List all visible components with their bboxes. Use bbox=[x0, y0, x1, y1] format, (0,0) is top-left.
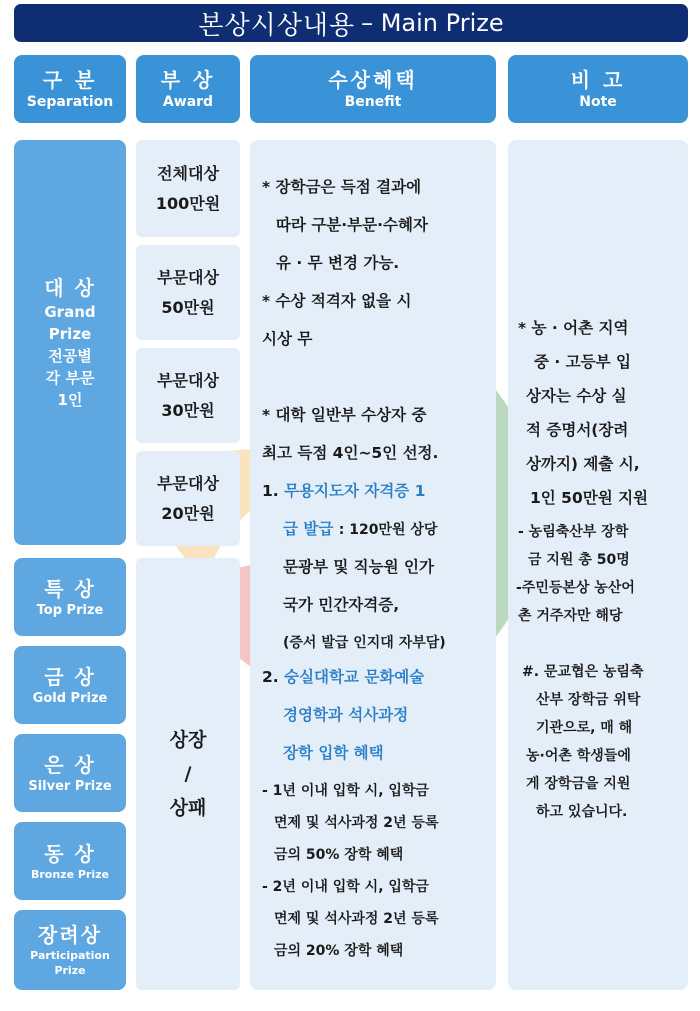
note-line: 상자는 수상 실 bbox=[526, 387, 627, 405]
benefit-line: 유 · 무 변경 가능. bbox=[276, 254, 400, 272]
benefit-highlight: 장학 입학 혜택 bbox=[283, 744, 384, 762]
note-line: 상까지) 제출 시, bbox=[526, 455, 640, 473]
note-line: -주민등본상 농산어 bbox=[516, 580, 635, 596]
benefit-item-2 bbox=[262, 662, 424, 692]
note-line: 촌 거주자만 해당 bbox=[518, 608, 623, 624]
category-participation-prize bbox=[14, 910, 126, 990]
benefit-item-number: 1. bbox=[262, 482, 279, 500]
category-label-ko: 은 상 bbox=[44, 752, 96, 777]
category-label-en: Silver Prize bbox=[28, 778, 112, 794]
note-line: 적 증명서(장려 bbox=[526, 421, 629, 439]
award-certificate-line: 상장 bbox=[169, 729, 207, 751]
category-label-ko: 장려상 bbox=[38, 923, 102, 947]
award-name: 부문대상 bbox=[157, 267, 219, 287]
header-label-ko: 수상혜택 bbox=[328, 68, 418, 92]
note-line: 중 · 고등부 입 bbox=[534, 353, 631, 371]
header-note bbox=[508, 55, 688, 123]
benefit-line: 금의 50% 장학 혜택 bbox=[274, 847, 404, 863]
award-name: 부문대상 bbox=[157, 370, 219, 390]
title-english: – Main Prize bbox=[361, 9, 504, 37]
award-division-2 bbox=[136, 348, 240, 443]
category-label-en: Bronze Prize bbox=[30, 867, 109, 881]
benefit-line: - 2년 이내 입학 시, 입학금 bbox=[262, 879, 429, 895]
award-amount: 50만원 bbox=[161, 297, 215, 317]
note-line: #. 문교협은 농림축 bbox=[522, 664, 644, 680]
benefit-line: * 장학금은 득점 결과에 bbox=[262, 178, 422, 196]
award-name: 전체대상 bbox=[157, 163, 219, 183]
award-certificate-line: 상패 bbox=[169, 797, 207, 819]
benefit-line: 최고 득점 4인~5인 선정. bbox=[262, 444, 439, 462]
category-label-ko: 대 상 bbox=[44, 275, 96, 300]
award-name: 부문대상 bbox=[157, 473, 219, 493]
note-line: 산부 장학금 위탁 bbox=[536, 692, 641, 708]
benefit-line: 따라 구분·부문·수혜자 bbox=[276, 216, 428, 234]
category-label-en: Top Prize bbox=[36, 602, 104, 618]
header-label-ko: 구 분 bbox=[42, 68, 98, 92]
benefit-item-number: 2. bbox=[262, 668, 279, 686]
category-label-ko: 특 상 bbox=[44, 576, 96, 601]
note-line: * 농 · 어촌 지역 bbox=[518, 319, 629, 337]
category-silver-prize bbox=[14, 734, 126, 812]
category-label-en: Prize bbox=[48, 324, 92, 343]
category-label-en: Gold Prize bbox=[32, 690, 108, 706]
benefit-highlight: 무용지도자 자격증 1 bbox=[284, 482, 426, 500]
header-label-ko: 부 상 bbox=[160, 68, 216, 92]
header-award bbox=[136, 55, 240, 123]
category-sub-label: 1인 bbox=[57, 390, 83, 409]
benefit-line bbox=[283, 514, 437, 545]
benefit-line: (증서 발급 인지대 자부담) bbox=[283, 635, 446, 651]
award-grand-total bbox=[136, 140, 240, 237]
category-label-ko: 금 상 bbox=[44, 664, 96, 689]
category-top-prize bbox=[14, 558, 126, 636]
note-line: - 농림축산부 장학 bbox=[518, 524, 629, 540]
benefit-line: * 수상 적격자 없을 시 bbox=[262, 292, 412, 310]
benefit-line: 시상 무 bbox=[262, 330, 313, 348]
category-grand-prize bbox=[14, 140, 126, 545]
category-label-en: Participation bbox=[30, 949, 110, 962]
header-separation bbox=[14, 55, 126, 123]
header-label-en: Separation bbox=[26, 94, 114, 110]
note-line: 금 지원 총 50명 bbox=[528, 552, 630, 568]
benefit-line: * 대학 일반부 수상자 중 bbox=[262, 406, 427, 424]
category-label-en: Prize bbox=[54, 964, 86, 977]
award-certificate-line: / bbox=[184, 763, 192, 785]
award-division-3 bbox=[136, 451, 240, 546]
award-amount: 20만원 bbox=[161, 503, 215, 523]
category-bronze-prize bbox=[14, 822, 126, 900]
note-line: 기관으로, 매 해 bbox=[536, 720, 633, 736]
header-label-en: Note bbox=[579, 94, 617, 110]
benefit-highlight: 숭실대학교 문화예술 bbox=[284, 668, 425, 686]
title-korean: 본상시상내용 bbox=[198, 10, 356, 41]
note-line: 하고 있습니다. bbox=[536, 804, 628, 820]
benefit-line: 면제 및 석사과정 2년 등록 bbox=[274, 815, 439, 831]
benefit-line: 금의 20% 장학 혜택 bbox=[274, 943, 404, 959]
category-sub-label: 각 부문 bbox=[45, 368, 95, 387]
header-label-en: Award bbox=[162, 94, 214, 110]
note-line: 농·어촌 학생들에 bbox=[526, 748, 631, 764]
benefit-line: 면제 및 석사과정 2년 등록 bbox=[274, 911, 439, 927]
note-line: 1인 50만원 지원 bbox=[530, 489, 649, 507]
category-label-ko: 동 상 bbox=[44, 841, 96, 866]
header-label-en: Benefit bbox=[344, 94, 402, 110]
benefit-highlight: 급 발급 bbox=[283, 520, 334, 538]
category-sub-label: 전공별 bbox=[48, 346, 92, 365]
benefit-line: 국가 민간자격증, bbox=[283, 596, 400, 614]
benefit-highlight: 경영학과 석사과정 bbox=[283, 706, 409, 724]
category-gold-prize bbox=[14, 646, 126, 724]
benefit-line: - 1년 이내 입학 시, 입학금 bbox=[262, 783, 429, 799]
award-amount: 100만원 bbox=[155, 193, 221, 213]
header-label-ko: 비 고 bbox=[570, 68, 626, 92]
award-division-1 bbox=[136, 245, 240, 340]
benefit-text: : 120만원 상당 bbox=[338, 522, 438, 538]
benefit-line: 문광부 및 직능원 인가 bbox=[283, 558, 434, 576]
category-label-en: Grand bbox=[44, 302, 96, 321]
benefit-item-1 bbox=[262, 476, 425, 506]
award-amount: 30만원 bbox=[161, 400, 215, 420]
note-line: 게 장학금을 지원 bbox=[526, 776, 631, 792]
award-certificate bbox=[136, 558, 240, 990]
page-title bbox=[14, 4, 688, 42]
header-benefit bbox=[250, 55, 496, 123]
